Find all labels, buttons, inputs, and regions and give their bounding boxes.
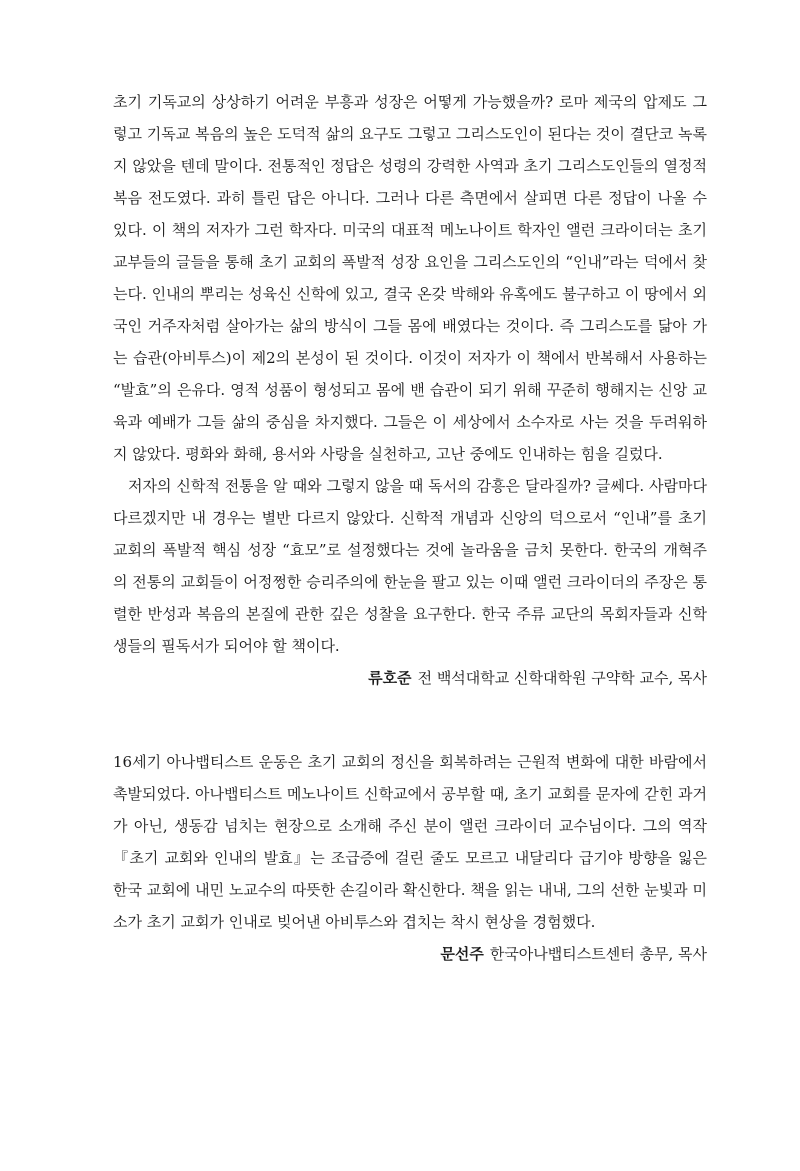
endorser-2-name: 문선주	[440, 945, 484, 963]
endorser-1-title: 전 백석대학교 신학대학원 구약학 교수, 목사	[417, 669, 707, 687]
endorsement-1-paragraph-2: 저자의 신학적 전통을 알 때와 그렇지 않을 때 독서의 감흥은 달라질까? 글쎄다. 사람마다 다르겠지만 내 경우는 별반 다르지 않았다. 신학적 개념과 신앙의 덕으로서 “인내”를 초기 교회의 폭발적 핵심 성장 “효모”로 설정했다는 것에 놀라움을 금치 못한다. 한국의 개혁주의 전통의 교회들이 어정쩡한 승리주의에 한눈을 팔고 있는 이때 앨런 크라이더의 주장은 통렬한 반성과 복음의 본질에 관한 깊은 성찰을 요구한다. 한국 주류 교단의 목회자들과 신학생들의 필독서가 되어야 할 책이다.	[113, 477, 707, 655]
endorser-2-title: 한국아나뱁티스트센터 총무, 목사	[489, 945, 707, 963]
endorser-1-name: 류호준	[368, 669, 412, 687]
endorsement-1-signature	[113, 662, 707, 694]
section-gap	[113, 694, 707, 746]
endorsement-2-signature	[113, 938, 707, 970]
endorsement-1-paragraph-1: 초기 기독교의 상상하기 어려운 부흥과 성장은 어떻게 가능했을까? 로마 제국의 압제도 그렇고 기독교 복음의 높은 도덕적 삶의 요구도 그렇고 그리스도인이 된다는 것이 결단코 녹록지 않았을 텐데 말이다. 전통적인 정답은 성령의 강력한 사역과 초기 그리스도인들의 열정적 복음 전도였다. 과히 틀린 답은 아니다. 그러나 다른 측면에서 살피면 다른 정답이 나올 수 있다. 이 책의 저자가 그런 학자다. 미국의 대표적 메노나이트 학자인 앨런 크라이더는 초기 교부들의 글들을 통해 초기 교회의 폭발적 성장 요인을 그리스도인의 “인내”라는 덕에서 찾는다. 인내의 뿌리는 성육신 신학에 있고, 결국 온갖 박해와 유혹에도 불구하고 이 땅에서 외국인 거주자처럼 살아가는 삶의 방식이 그들 몸에 배였다는 것이다. 즉 그리스도를 닮아 가는 습관(아비투스)이 제2의 본성이 된 것이다. 이것이 저자가 이 책에서 반복해서 사용하는 “발효”의 은유다. 영적 성품이 형성되고 몸에 밴 습관이 되기 위해 꾸준히 행해지는 신앙 교육과 예배가 그들 삶의 중심을 차지했다. 그들은 이 세상에서 소수자로 사는 것을 두려워하지 않았다. 평화와 화해, 용서와 사랑을 실천하고, 고난 중에도 인내하는 힘을 길렀다.	[113, 93, 707, 463]
endorsement-2-paragraph-1: 16세기 아나뱁티스트 운동은 초기 교회의 정신을 회복하려는 근원적 변화에 대한 바람에서 촉발되었다. 아나뱁티스트 메노나이트 신학교에서 공부할 때, 초기 교회를 문자에 갇힌 과거가 아닌, 생동감 넘치는 현장으로 소개해 주신 분이 앨런 크라이더 교수님이다. 그의 역작 『초기 교회와 인내의 발효』는 조급증에 걸린 줄도 모르고 내달리다 급기야 방향을 잃은 한국 교회에 내민 노교수의 따뜻한 손길이라 확신한다. 책을 읽는 내내, 그의 선한 눈빛과 미소가 초기 교회가 인내로 빚어낸 아비투스와 겹치는 착시 현상을 경험했다.	[113, 753, 707, 931]
endorsement-page	[113, 86, 707, 970]
